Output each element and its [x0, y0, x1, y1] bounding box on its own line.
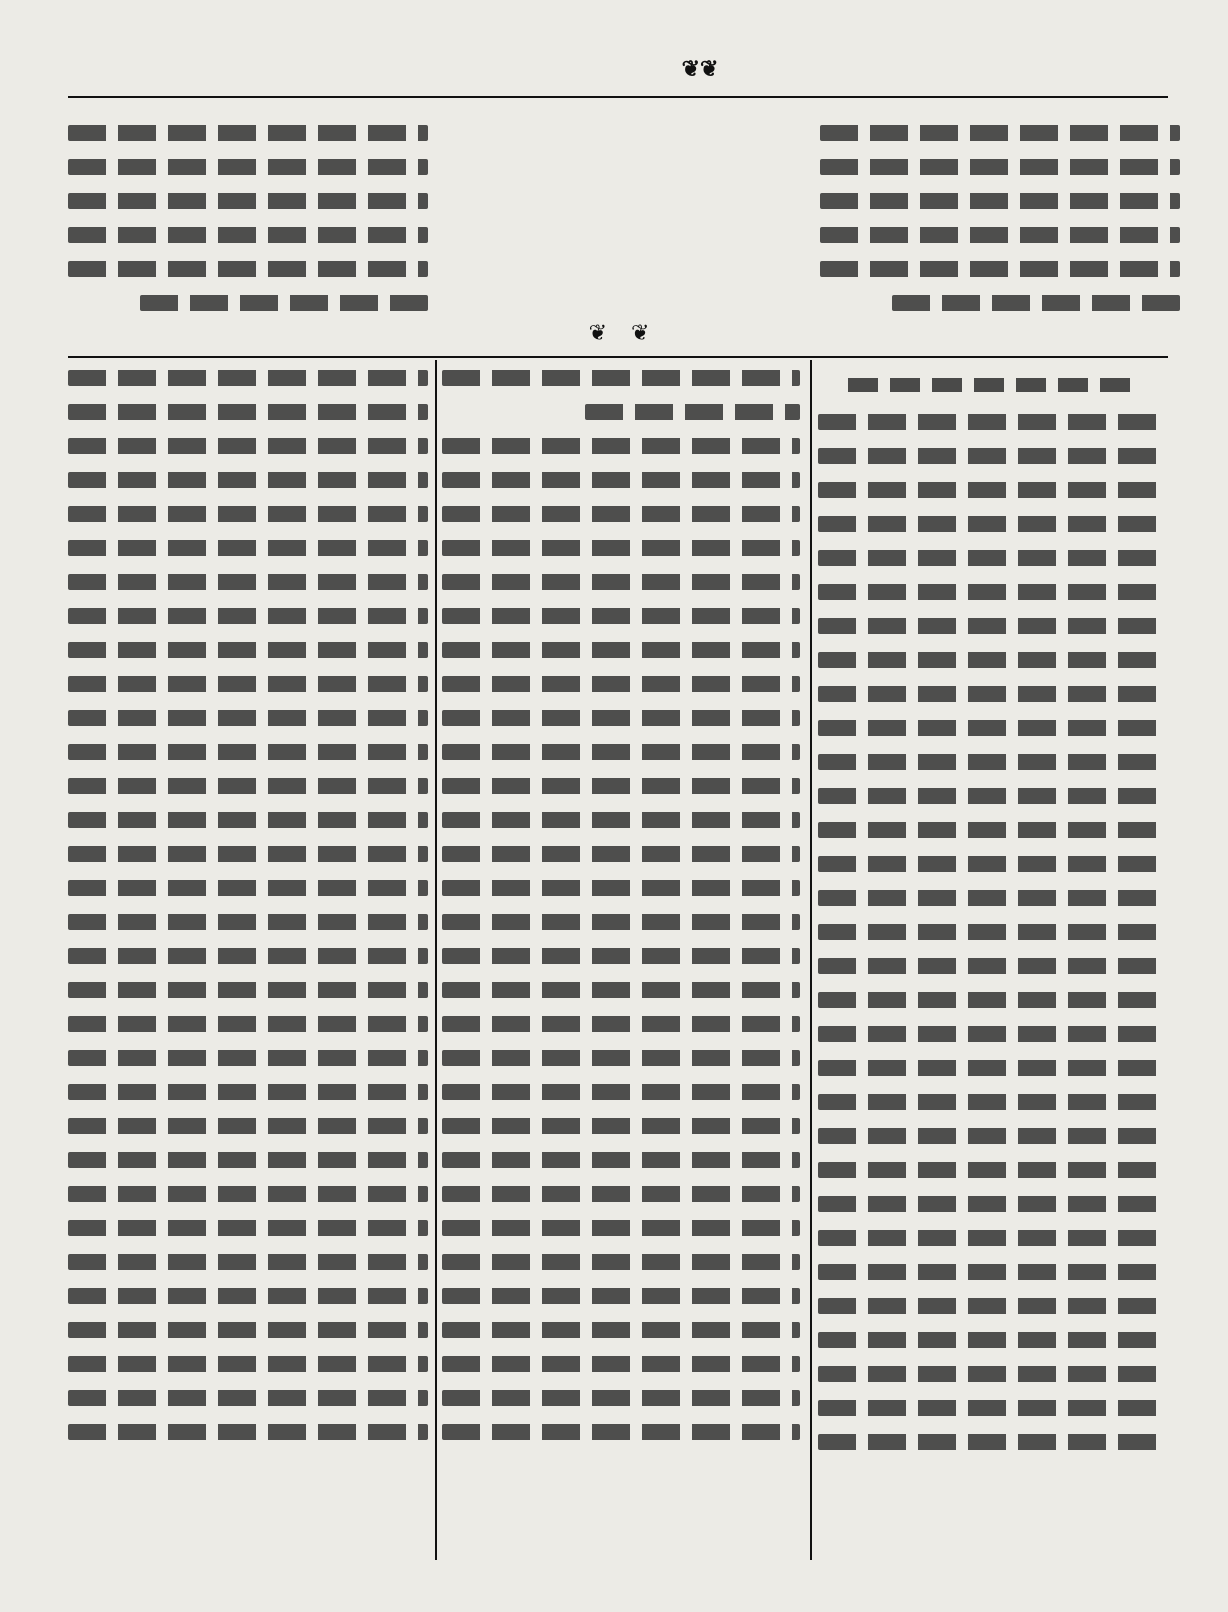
article-column-1 [68, 370, 428, 1560]
column-separator [435, 360, 437, 1560]
ornament-icon: ❦ [700, 56, 719, 82]
masthead-right-block [820, 125, 1180, 315]
masthead-bottom-rule [68, 356, 1168, 358]
masthead-subtitle [80, 318, 1158, 348]
issue-info [480, 58, 920, 80]
article-column-3 [818, 370, 1168, 1560]
date-hijri [90, 58, 340, 80]
ornament-icon: ❦ [681, 56, 700, 82]
article-headline [848, 378, 1138, 392]
ornament-icon: ❦ [588, 320, 607, 346]
date-gregorian [928, 58, 1148, 80]
masthead [410, 118, 790, 308]
column-separator [810, 360, 812, 1560]
article-column-2 [442, 370, 800, 1560]
top-rule [68, 96, 1168, 98]
ornament-icon: ❦ [631, 320, 650, 346]
masthead-left-block [68, 125, 428, 315]
top-strip [60, 44, 1168, 102]
